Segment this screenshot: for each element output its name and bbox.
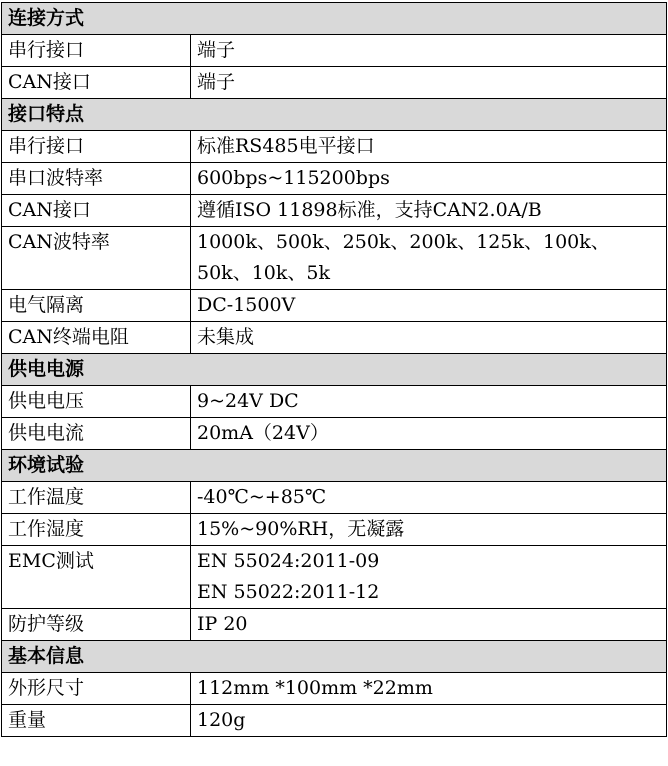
spec-label: CAN终端电阻 (2, 322, 191, 354)
section-header (2, 99, 667, 131)
spec-row (2, 163, 667, 195)
spec-label: 串行接口 (2, 35, 191, 67)
spec-value-line: 50k、10k、5k (197, 262, 330, 284)
spec-value (191, 290, 667, 322)
section-header (2, 641, 667, 673)
spec-value-line: 端子 (197, 71, 236, 93)
spec-label: CAN接口 (2, 195, 191, 227)
section-title: 供电电源 (2, 354, 667, 386)
spec-label: 工作湿度 (2, 514, 191, 546)
spec-label: 串口波特率 (2, 163, 191, 195)
spec-value-line: DC-1500V (197, 294, 296, 316)
spec-value (191, 705, 667, 737)
section-title: 基本信息 (2, 641, 667, 673)
spec-label: 电气隔离 (2, 290, 191, 322)
section-title: 连接方式 (2, 3, 667, 35)
spec-label: 工作温度 (2, 482, 191, 514)
spec-row (2, 418, 667, 450)
spec-label: 供电电流 (2, 418, 191, 450)
spec-row (2, 386, 667, 418)
spec-label: 外形尺寸 (2, 673, 191, 705)
spec-row (2, 546, 667, 609)
spec-value (191, 322, 667, 354)
spec-row (2, 482, 667, 514)
spec-value-line: 600bps~115200bps (197, 167, 390, 189)
spec-value-line: 9~24V DC (197, 390, 299, 412)
spec-label: 供电电压 (2, 386, 191, 418)
spec-value (191, 195, 667, 227)
spec-value (191, 673, 667, 705)
spec-row (2, 322, 667, 354)
spec-value-line: 112mm *100mm *22mm (197, 677, 433, 699)
spec-value (191, 35, 667, 67)
spec-value-line: 端子 (197, 39, 236, 61)
spec-row (2, 705, 667, 737)
section-header (2, 354, 667, 386)
spec-label: 串行接口 (2, 131, 191, 163)
spec-row (2, 290, 667, 322)
spec-value (191, 386, 667, 418)
section-header (2, 3, 667, 35)
spec-row (2, 227, 667, 290)
spec-label: 重量 (2, 705, 191, 737)
spec-table (1, 2, 667, 737)
spec-value-line: 1000k、500k、250k、200k、125k、100k、 (197, 231, 610, 253)
spec-value (191, 227, 667, 290)
section-title: 环境试验 (2, 450, 667, 482)
spec-value (191, 131, 667, 163)
spec-row (2, 195, 667, 227)
spec-row (2, 131, 667, 163)
spec-value (191, 163, 667, 195)
spec-label: CAN接口 (2, 67, 191, 99)
spec-value-line: 15%~90%RH，无凝露 (197, 518, 405, 540)
spec-value (191, 514, 667, 546)
spec-value-line: EN 55024:2011-09 (197, 550, 380, 572)
spec-value (191, 418, 667, 450)
spec-value-line: 遵循ISO 11898标准，支持CAN2.0A/B (197, 199, 542, 221)
spec-value-line: 标准RS485电平接口 (197, 135, 375, 157)
spec-value-line: 120g (197, 709, 246, 731)
spec-value-line: -40℃~+85℃ (197, 486, 327, 508)
section-header (2, 450, 667, 482)
spec-value-line: IP 20 (197, 613, 248, 635)
spec-value-line: EN 55022:2011-12 (197, 581, 380, 603)
spec-label: 防护等级 (2, 609, 191, 641)
spec-table-body (2, 3, 667, 737)
section-title: 接口特点 (2, 99, 667, 131)
spec-label: CAN波特率 (2, 227, 191, 290)
spec-value (191, 609, 667, 641)
spec-value (191, 67, 667, 99)
spec-value (191, 546, 667, 609)
spec-value-line: 20mA（24V） (197, 422, 329, 444)
spec-row (2, 609, 667, 641)
spec-value (191, 482, 667, 514)
spec-value-line: 未集成 (197, 326, 255, 348)
spec-row (2, 67, 667, 99)
spec-row (2, 514, 667, 546)
spec-row (2, 35, 667, 67)
spec-row (2, 673, 667, 705)
spec-label: EMC测试 (2, 546, 191, 609)
